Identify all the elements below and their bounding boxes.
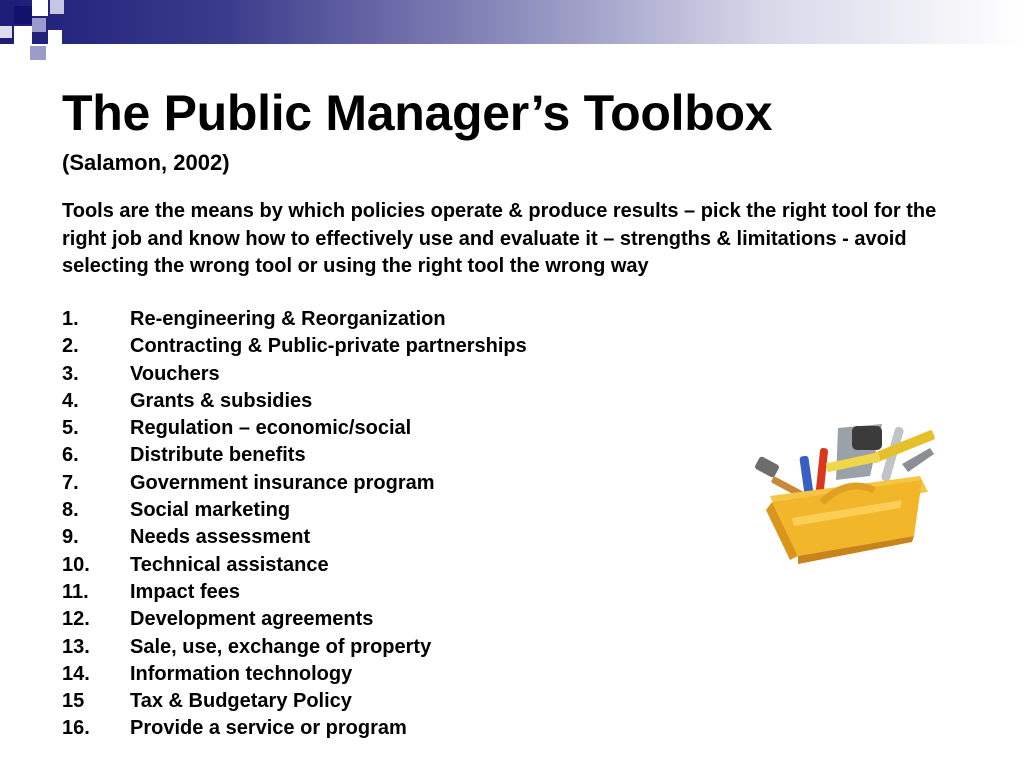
tools-list <box>62 306 527 743</box>
list-item <box>62 579 527 606</box>
list-item-text: Sale, use, exchange of property <box>130 635 432 658</box>
intro-paragraph: Tools are the means by which policies operate & produce results – pick the right tool for the right job and know how to effectively use and evaluate it – strengths & limitations - avoid selecting the wrong tool or using the right tool the wrong way <box>62 200 937 277</box>
list-item-number: 3. <box>62 362 79 385</box>
list-item <box>62 688 527 715</box>
list-item <box>62 442 527 469</box>
slide-subtitle: (Salamon, 2002) <box>62 150 230 175</box>
list-item <box>62 470 527 497</box>
list-item <box>62 634 527 661</box>
list-item <box>62 361 527 388</box>
list-item <box>62 415 527 442</box>
list-item-text: Development agreements <box>130 608 374 631</box>
list-item-text: Regulation – economic/social <box>130 417 412 440</box>
list-item-text: Government insurance program <box>130 471 435 494</box>
list-item <box>62 661 527 688</box>
list-item <box>62 715 527 742</box>
list-item <box>62 497 527 524</box>
list-item-number: 6. <box>62 444 79 467</box>
list-item-text: Contracting & Public-private partnerships <box>130 335 527 358</box>
list-item-number: 11. <box>62 580 89 603</box>
list-item-number: 12. <box>62 608 90 631</box>
list-item-number: 1. <box>62 308 79 330</box>
toolbox-icon <box>752 418 942 566</box>
list-item-number: 15 <box>62 690 85 713</box>
list-item-number: 8. <box>62 499 79 522</box>
slide-title: The Public Manager’s Toolbox <box>62 85 773 141</box>
list-item <box>62 388 527 415</box>
list-item-number: 2. <box>62 335 79 358</box>
list-item-text: Impact fees <box>130 580 241 603</box>
list-item-number: 5. <box>62 417 79 440</box>
list-item <box>62 606 527 633</box>
list-item <box>62 552 527 579</box>
list-item-text: Provide a service or program <box>130 717 407 740</box>
list-item-text: Needs assessment <box>130 526 311 549</box>
list-item-text: Tax & Budgetary Policy <box>130 690 352 713</box>
list-item-text: Grants & subsidies <box>130 389 313 412</box>
list-item <box>62 524 527 551</box>
list-item-text: Social marketing <box>130 499 291 522</box>
list-item-text: Technical assistance <box>130 553 329 576</box>
header-gradient-band <box>0 0 1024 44</box>
list-item-number: 9. <box>62 526 79 549</box>
list-item-number: 14. <box>62 662 90 685</box>
list-item-text: Distribute benefits <box>130 444 306 467</box>
list-item-number: 13. <box>62 635 90 658</box>
list-item-text: Vouchers <box>130 362 220 385</box>
list-item-number: 4. <box>62 389 79 412</box>
corner-squares-decoration <box>0 0 80 64</box>
list-item-number: 7. <box>62 471 79 494</box>
list-item-number: 16. <box>62 717 90 740</box>
list-item-number: 10. <box>62 553 90 576</box>
list-item-text: Re-engineering & Reorganization <box>130 308 446 330</box>
list-item <box>62 306 527 333</box>
list-item <box>62 333 527 360</box>
list-item-text: Information technology <box>130 662 353 685</box>
